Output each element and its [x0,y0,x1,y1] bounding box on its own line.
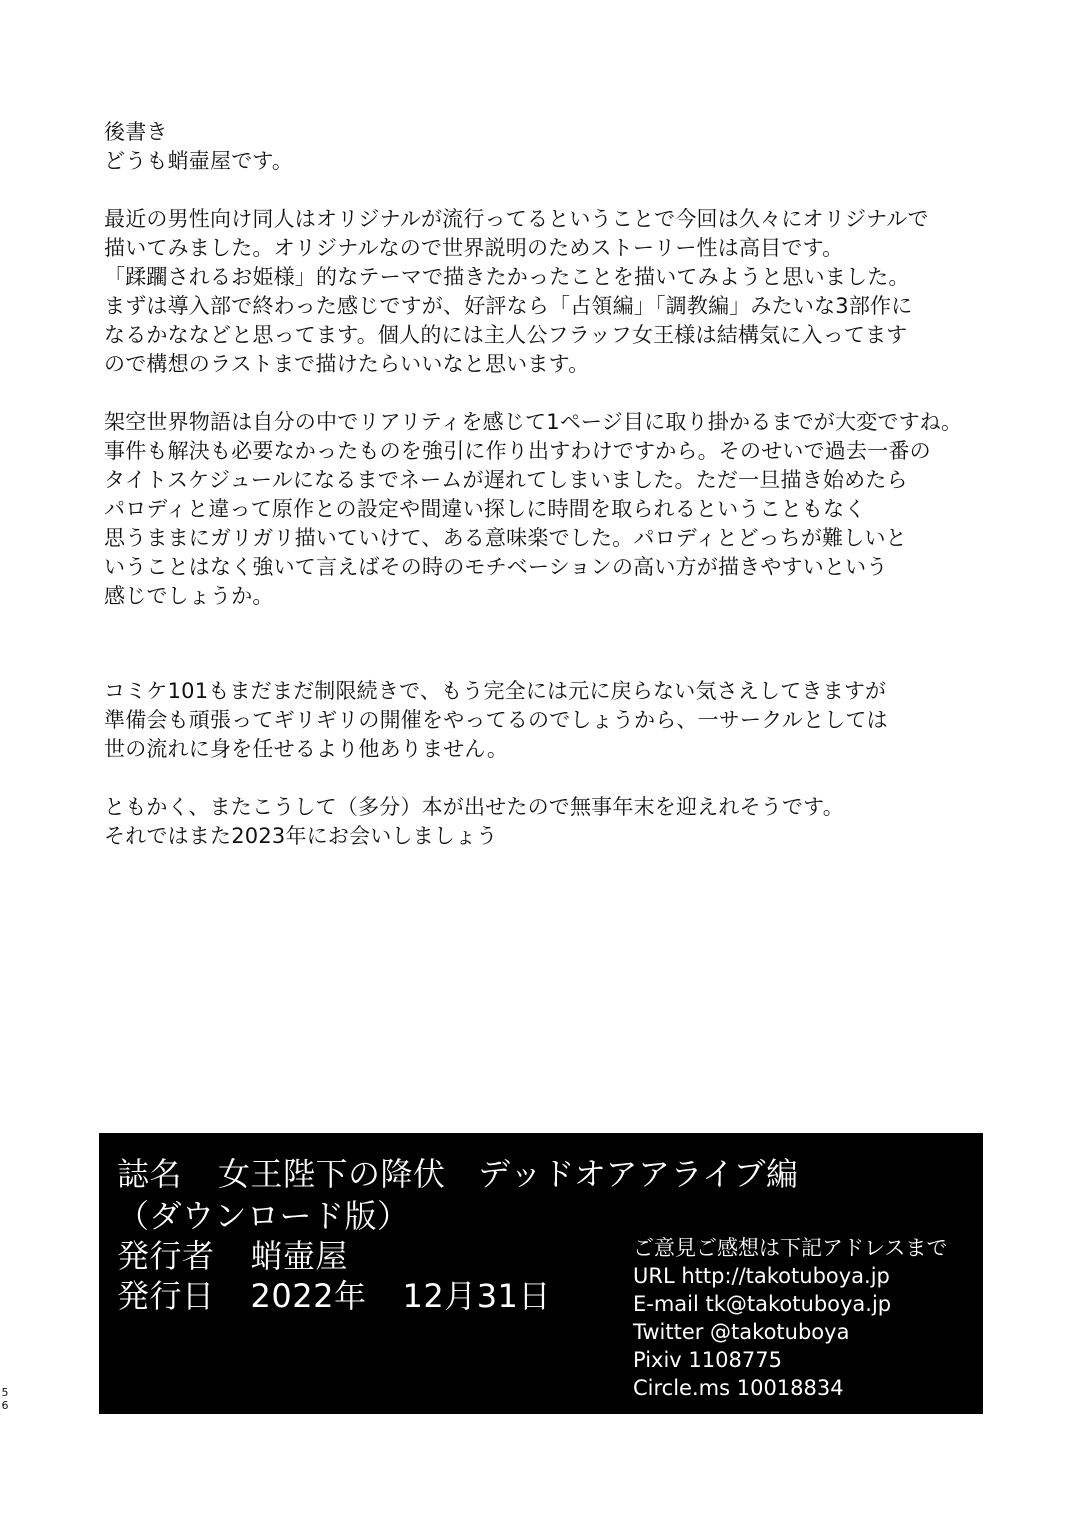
contact-email: E-mail tk@takotuboya.jp [633,1292,892,1316]
paragraph-line: 思うままにガリガリ描いていけて、ある意味楽でした。パロディとどっちが難しいと [104,526,907,550]
paragraph-line: ので構想のラストまで描けたらいいなと思います。 [104,352,590,376]
colophon-publisher-row [117,1236,348,1276]
paragraph-line: 感じでしょうか。 [104,584,274,608]
date-label: 発行日 [117,1277,215,1315]
paragraph-line: ともかく、またこうして（多分）本が出せたので無事年末を迎えれそうです。 [104,795,844,819]
title-label: 誌名 [117,1155,183,1193]
contact-pixiv: Pixiv 1108775 [633,1348,782,1372]
publisher-value: 蛸壷屋 [250,1237,349,1275]
paragraph-line: タイトスケジュールになるまでネームが遅れてしまいました。ただ一旦描き始めたら [104,468,908,492]
edition-label: （ダウンロード版） [117,1197,410,1235]
paragraph-line: 最近の男性向け同人はオリジナルが流行ってるということで今回は久々にオリジナルで [104,207,929,231]
paragraph-line: 「蹂躙されるお姫様」的なテーマで描きたかったことを描いてみようと思いました。 [104,265,910,289]
afterword-greeting: どうも蛸壷屋です。 [104,149,294,173]
page-number-digit: 6 [1,1399,9,1412]
contact-circle-ms: Circle.ms 10018834 [633,1376,844,1400]
paragraph-line: 世の流れに身を任せるより他ありません。 [104,737,509,761]
paragraph-line: 事件も解決も必要なかったものを強引に作り出すわけですから。そのせいで過去一番の [104,439,931,463]
date-day: 12月31日 [402,1277,551,1315]
afterword-text [104,118,1064,851]
contact-block [633,1234,947,1402]
paragraph-line: 架空世界物語は自分の中でリアリティを感じて1ページ目に取り掛かるまでが大変ですね。 [104,410,963,434]
publisher-label: 発行者 [117,1237,215,1275]
colophon-edition-row [117,1196,410,1236]
paragraph-line: コミケ101もまだまだ制限続きで、もう完全には元に戻らない気さえしてきますが [104,679,887,703]
contact-twitter: Twitter @takotuboya [633,1320,850,1344]
page-number [0,1386,10,1412]
colophon-title-row [117,1154,799,1194]
paragraph-line: 準備会も頑張ってギリギリの開催をやってるのでしょうから、一サークルとしては [104,708,888,732]
afterword-heading: 後書き [104,120,168,144]
contact-heading: ご意見ご感想は下記アドレスまで [633,1236,948,1260]
page-number-digit: 5 [1,1386,9,1399]
paragraph-line: まずは導入部で終わった感じですが、好評なら「占領編」「調教編」みたいな3部作に [104,294,913,318]
paragraph-line: パロディと違って原作との設定や間違い探しに時間を取られるということもなく [104,497,866,521]
date-year: 2022年 [250,1277,367,1315]
colophon-date-row [117,1276,551,1316]
colophon-box [99,1133,983,1414]
contact-url: URL http://takotuboya.jp [633,1264,890,1288]
paragraph-line: それではまた2023年にお会いしましょう [104,824,498,848]
paragraph-line: なるかななどと思ってます。個人的には主人公フラッフ女王様は結構気に入ってます [104,323,908,347]
title-value: 女王陛下の降伏 デッドオアアライブ編 [218,1155,799,1193]
paragraph-line: いうことはなく強いて言えばその時のモチベーションの高い方が描きやすいという [104,555,888,579]
paragraph-line: 描いてみました。オリジナルなので世界説明のためストーリー性は高目です。 [104,236,844,260]
